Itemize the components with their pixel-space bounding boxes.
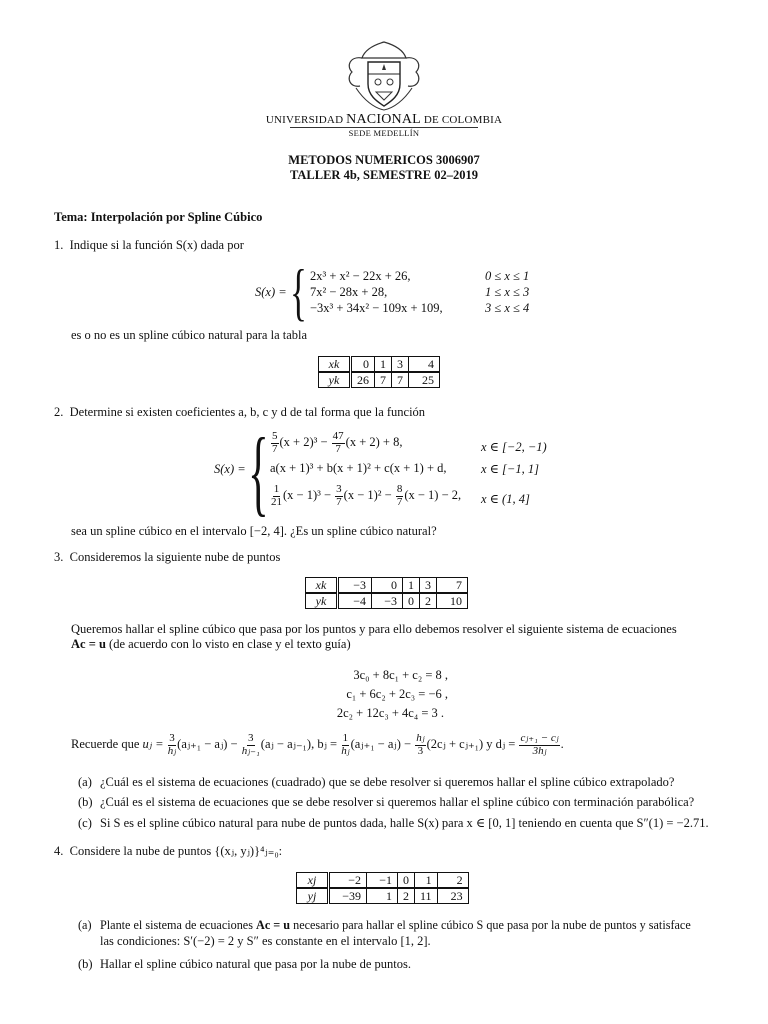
p3-item-c: (c) Si S es el spline cúbico natural para nube de puntos dada, halle S(x) para x ∈ [0, 1] teniendo en cuenta que S″(1) = −2.71. — [78, 816, 709, 830]
campus-name: SEDE MEDELLÍN — [348, 128, 420, 138]
university-seal-icon — [340, 38, 428, 114]
university-name: UNIVERSIDAD NACIONAL DE COLOMBIA — [265, 112, 503, 127]
p2-row1: $\frac{5}{7}$ (x + 2)³ − $\frac{47}{7}$ (x + 2) + 8, — [272, 430, 403, 455]
p4-item-a-line2: las condiciones: S′(−2) = 2 y S″ es constante en el intervalo [1, 2]. — [100, 934, 431, 948]
p2-row2-cond: x ∈ [−1, 1] — [481, 462, 539, 476]
p3-table: xk −3 0 1 3 7 yk −4 −3 0 2 10 — [305, 577, 468, 609]
problem-1-after: es o no es un spline cúbico natural para la tabla — [71, 328, 308, 342]
p4-item-b: (b) Hallar el spline cúbico natural que pasa por la nube de puntos. — [78, 957, 412, 971]
p3-recall: Recuerde que uⱼ = $\frac{3}{\text{hⱼ}}$ (aⱼ₊₁ − aⱼ) − $\frac{3}{\text{hⱼ₋₁}}$ (aⱼ − aⱼ₋₁), bⱼ = $\frac{1}{\text{hⱼ}}$ (aⱼ₊₁ − aⱼ) − $\frac{\text{hⱼ}}{3}$ (2cⱼ + cⱼ₊₁) y dⱼ = $\frac{\text{cⱼ₊₁ − cⱼ}}{\text{3hⱼ}}$ . — [71, 732, 564, 757]
problem-3-intro: 3. Consideremos la siguiente nube de puntos — [54, 550, 281, 564]
workshop-title: TALLER 4b, SEMESTRE 02–2019 — [289, 168, 478, 182]
p4-table: xj −2 −1 0 1 2 yj −39 1 2 11 23 — [296, 872, 469, 904]
p2-lhs: S(x) = — [214, 462, 246, 476]
p3-equations: 3c₀ + 8c₁ + c₂ = 8 , c₁ + 6c₂ + 2c₃ = −6 , 2c₂ + 12c₃ + 4c₄ = 3 . — [336, 668, 448, 720]
p3-item-b: (b) ¿Cuál es el sistema de ecuaciones que se debe resolver si queremos hallar el spline cúbico con terminación parabólica? — [78, 795, 695, 809]
university-seal — [340, 38, 428, 114]
p2-row2: a(x + 1)³ + b(x + 1)² + c(x + 1) + d, — [270, 461, 447, 475]
p1-brace: { — [290, 256, 307, 327]
p3-item-a: (a) ¿Cuál es el sistema de ecuaciones (cuadrado) que se debe resolver si queremos hallar el spline cúbico extrapolado? — [78, 775, 675, 789]
problem-3-text1: Queremos hallar el spline cúbico que pasa por los puntos y para ello debemos resolver el siguiente sistema de ecuaciones — [71, 622, 677, 636]
p2-brace: { — [248, 418, 269, 525]
p2-row1-cond: x ∈ [−2, −1) — [481, 440, 547, 454]
p1-pieces: 2x³ + x² − 22x + 26, 0 ≤ x ≤ 1 7x² − 28x + 28, 1 ≤ x ≤ 3 −3x³ + 34x² − 109x + 109, 3 ≤ x ≤ 4 — [310, 269, 530, 315]
problem-2-after: sea un spline cúbico en el intervalo [−2, 4]. ¿Es un spline cúbico natural? — [71, 524, 437, 538]
topic-heading: Tema: Interpolación por Spline Cúbico — [54, 210, 263, 224]
p2-row3: $\frac{1}{21}$ (x − 1)³ − $\frac{3}{7}$ (x − 1)² − $\frac{8}{7}$ (x − 1) − 2, — [271, 483, 462, 508]
problem-3-text2: Ac = u (de acuerdo con lo visto en clase y el texto guía) — [71, 637, 351, 651]
problem-4-intro: 4. Considere la nube de puntos {(xⱼ, yⱼ)}⁴ⱼ₌₀: — [54, 844, 283, 858]
p4-item-a: (a) Plante el sistema de ecuaciones Ac = u necesario para hallar el spline cúbico S que pasa por la nube de puntos y satisface — [78, 918, 691, 932]
p1-table: xk 0 1 3 4 yk 26 7 7 25 — [318, 356, 440, 388]
course-title: METODOS NUMERICOS 3006907 — [288, 153, 480, 167]
problem-2-intro: 2. Determine si existen coeficientes a, b, c y d de tal forma que la función — [54, 405, 426, 419]
p2-row3-cond: x ∈ (1, 4] — [481, 492, 530, 506]
p1-lhs: S(x) = — [255, 285, 287, 299]
problem-1-intro: 1. Indique si la función S(x) dada por — [54, 238, 244, 252]
